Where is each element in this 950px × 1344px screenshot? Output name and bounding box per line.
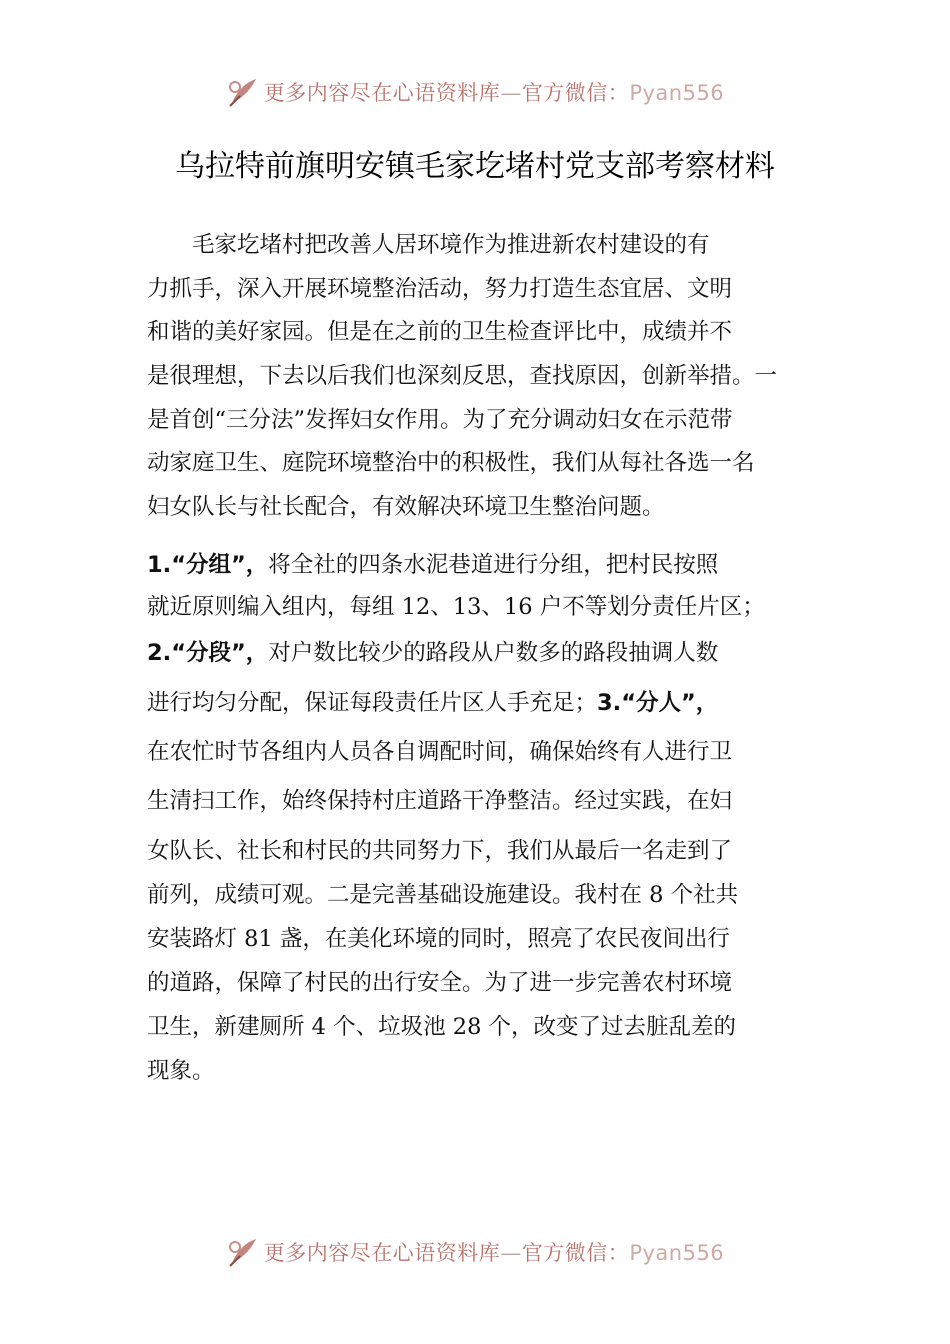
text-line: 卫生，新建厕所 4 个、垃圾池 28 个，改变了过去脏乱差的 <box>147 1014 737 1040</box>
item-1-line: 1.“分组”，将全社的四条水泥巷道进行分组，把村民按照 <box>147 552 719 578</box>
text-line: 力抓手，深入开展环境整治活动，努力打造生态宜居、文明 <box>147 275 733 302</box>
document-title: 乌拉特前旗明安镇毛家圪堵村党支部考察材料 <box>175 149 775 184</box>
watermark-text: 更多内容尽在心语资料库—官方微信：Pyan556 <box>263 1241 725 1265</box>
item-2-continuation: 进行均匀分配，保证每段责任片区人手充足；3.“分人”， <box>147 690 719 716</box>
item-3-line-2: 生清扫工作，始终保持村庄道路干净整洁。经过实践，在妇 <box>147 788 733 814</box>
text-line: 动家庭卫生、庭院环境整治中的积极性，我们从每社各选一名 <box>147 450 755 477</box>
item-1-label: 1.“分组”， <box>147 552 269 578</box>
header-watermark <box>0 72 950 112</box>
item-1-continuation: 就近原则编入组内，每组 12、13、16 户不等划分责任片区； <box>147 594 765 620</box>
item-3-line-1: 在农忙时节各组内人员各自调配时间，确保始终有人进行卫 <box>147 739 733 765</box>
text-line: 现象。 <box>147 1058 215 1084</box>
text-line: 和谐的美好家园。但是在之前的卫生检查评比中，成绩并不 <box>147 319 733 346</box>
text-line: 的道路，保障了村民的出行安全。为了进一步完善农村环境 <box>147 970 733 996</box>
item-2-line: 2.“分段”，对户数比较少的路段从户数多的路段抽调人数 <box>147 640 719 666</box>
text-line: 是很理想，下去以后我们也深刻反思，查找原因，创新举措。一 <box>147 363 778 390</box>
text-line: 安装路灯 81 盏，在美化环境的同时，照亮了农民夜间出行 <box>147 926 730 952</box>
text-line: 是首创“三分法”发挥妇女作用。为了充分调动妇女在示范带 <box>147 406 733 433</box>
feather-quill-icon <box>226 1235 260 1269</box>
footer-watermark <box>0 1232 950 1272</box>
text-line: 毛家圪堵村把改善人居环境作为推进新农村建设的有 <box>192 232 710 258</box>
text-line: 女队长、社长和村民的共同努力下，我们从最后一名走到了 <box>147 838 733 864</box>
text-line: 妇女队长与社长配合，有效解决环境卫生整治问题。 <box>147 494 665 521</box>
watermark-text: 更多内容尽在心语资料库—官方微信：Pyan556 <box>263 81 725 105</box>
item-3-label: 3.“分人”， <box>597 690 719 716</box>
document-body <box>147 224 827 530</box>
text-line: 前列，成绩可观。二是完善基础设施建设。我村在 8 个社共 <box>147 882 739 908</box>
feather-quill-icon <box>226 75 260 109</box>
item-2-label: 2.“分段”， <box>147 640 269 666</box>
